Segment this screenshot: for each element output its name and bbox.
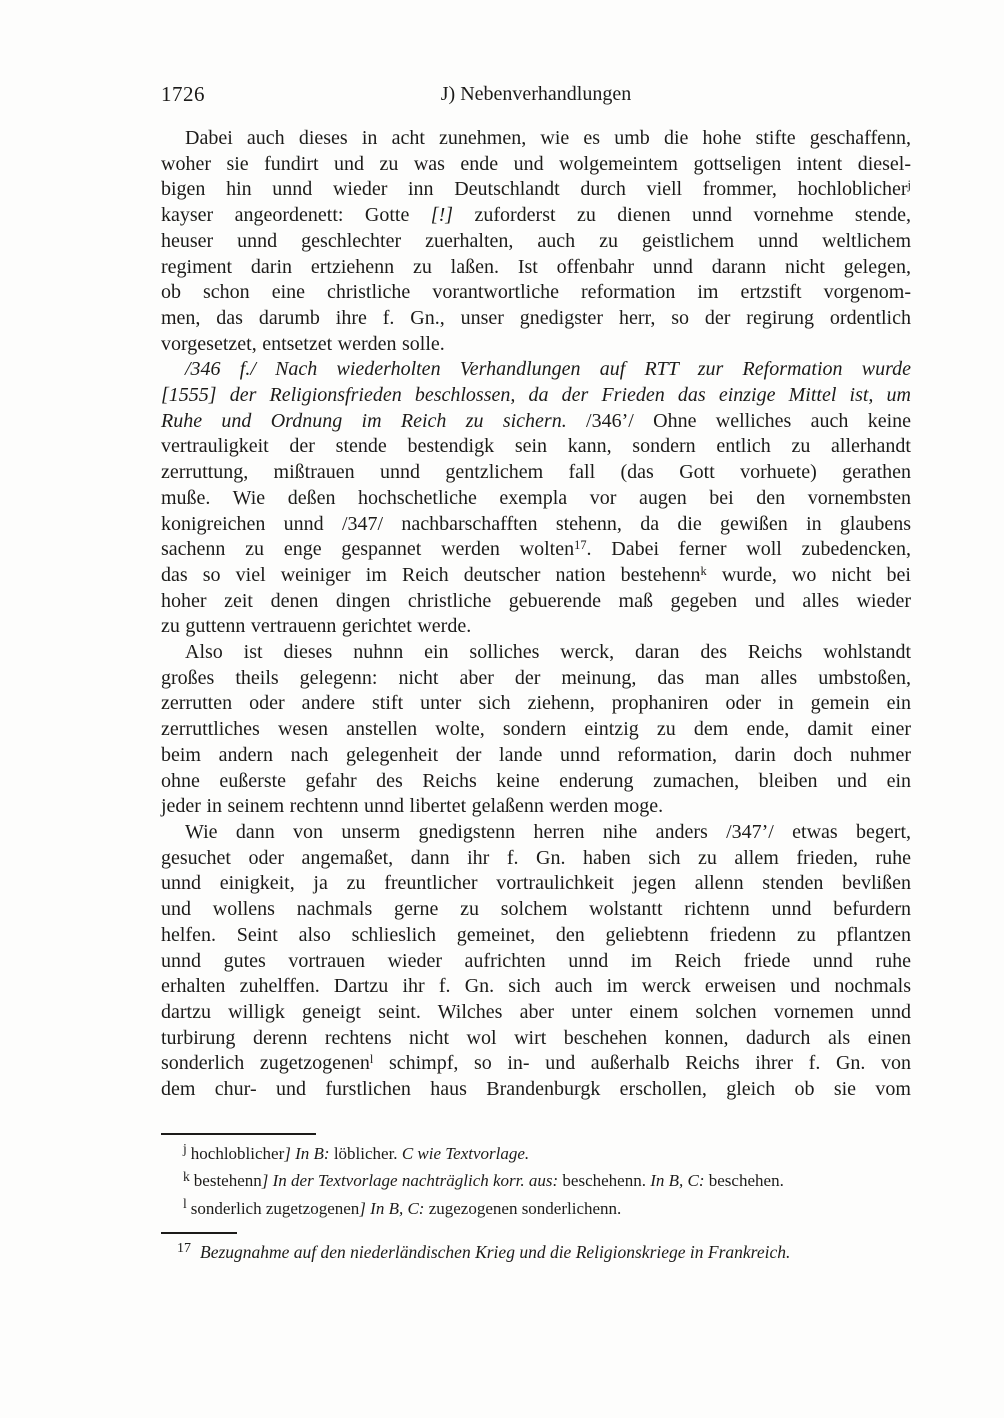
text-segment: C wie Textvorlage. (401, 1143, 530, 1163)
apparatus-divider (161, 1133, 316, 1135)
text-segment: und wollens nachmals gerne zu solchem wolstantt richtenn unnd befurdern (161, 898, 911, 921)
text-line (161, 794, 911, 820)
text-line (161, 820, 911, 846)
text-line (161, 1026, 911, 1052)
text-segment: [!] (430, 204, 454, 227)
text-line (161, 126, 911, 152)
text-segment: sonderlich zugetzogenen (190, 1198, 360, 1218)
paragraph (161, 820, 911, 1103)
text-line (161, 229, 911, 255)
text-line (161, 1051, 911, 1077)
text-segment: ] In B: (284, 1143, 330, 1163)
footnote-ref: k (700, 563, 707, 578)
text-line (161, 434, 911, 460)
text-segment: ] In der Textvorlage nachträglich korr. aus: (261, 1171, 559, 1191)
text-segment: /346’/ Ohne welliches auch keine (566, 409, 912, 432)
text-segment: beim andern nach gelegenheit der lande unnd reformation, darin doch nuhmer (161, 743, 911, 766)
text-line (161, 332, 911, 358)
text-line (161, 357, 911, 383)
text-segment: ob schon eine christliche vorantwortliche reformation im ertzstift vorgenom- (161, 281, 911, 304)
text-line (161, 280, 911, 306)
footnote-ref: j (907, 178, 911, 193)
page-header (161, 82, 911, 108)
text-segment: . Dabei ferner woll zubedencken, (586, 538, 911, 561)
footnote (161, 1238, 911, 1266)
text-segment: schimpf, so in- und außerhalb Reichs ihrer f. Gn. von (373, 1052, 911, 1075)
text-segment: das so viel weiniger im Reich deutscher nation bestehenn (161, 563, 701, 586)
apparatus-note (161, 1167, 911, 1194)
running-header: J) Nebenverhandlungen (440, 83, 632, 105)
text-line (161, 383, 911, 409)
text-segment: gesuchet oder angemaßet, dann ihr f. Gn. haben sich zu allem frieden, ruhe (161, 846, 911, 869)
text-line (161, 717, 911, 743)
text-line (161, 152, 911, 178)
text-segment: zugezogenen sonderlichenn. (424, 1198, 622, 1218)
text-segment: bigen hin unnd wieder inn Deutschlandt durch viell frommer, hochloblicher (161, 178, 908, 201)
text-segment: regiment darin ertziehenn zu laßen. Ist offenbahr unnd darann nicht gelegen, (161, 255, 911, 278)
text-segment: beschehenn. (558, 1171, 651, 1191)
footnote-divider (161, 1232, 237, 1234)
text-segment: zerruttliches wesen anstellen wolte, sondern eintzig zu dem ende, damit einer (161, 718, 911, 741)
text-line (161, 512, 911, 538)
text-segment: sachenn zu enge gespannet werden wolten (161, 538, 575, 561)
text-segment: beschehen. (704, 1171, 784, 1191)
text-segment: hoher zeit denen dingen christliche gebuerende maß gegeben und alles wieder (161, 589, 911, 612)
text-segment: heuser unnd geschlechter zuerhalten, auch zu geistlichem unnd weltlichem (161, 229, 911, 252)
text-line (161, 666, 911, 692)
text-segment: Dabei auch dieses in acht zunehmen, wie es umb die hohe stifte geschaffenn, (185, 127, 911, 149)
text-segment: [1555] der Religionsfrieden beschlossen, da der Frieden das einzige Mittel ist, um (161, 384, 911, 407)
text-line (161, 563, 911, 589)
text-line (161, 614, 911, 640)
text-segment: unnd einigkeit, ja zu freuntlicher vortraulichkeit jegen allenn stenden bevlißen (161, 872, 911, 895)
text-segment: kayser angeordenett: Gotte (161, 204, 431, 227)
text-line (161, 974, 911, 1000)
paragraph (161, 357, 911, 640)
text-segment: erhalten zuhelffen. Dartzu ihr f. Gn. sich auch im werck erweisen und nochmals (161, 975, 911, 998)
text-line (161, 923, 911, 949)
text-line (161, 871, 911, 897)
text-line (161, 1077, 911, 1103)
apparatus-note-mark: l (183, 1196, 187, 1212)
footnote-ref: 17 (574, 538, 587, 553)
text-segment: großes theils gelegenn: nicht aber der meinung, das man alles umbstoßen, (161, 666, 911, 689)
text-line (161, 409, 911, 435)
paragraph (161, 640, 911, 820)
text-line (161, 743, 911, 769)
page-number: 1726 (161, 82, 205, 106)
text-segment: Wie dann von unserm gnedigstenn herren nihe anders /347’/ etwas begert, (185, 820, 911, 843)
text-segment: wurde, wo nicht bei (706, 563, 911, 586)
paragraph (161, 126, 911, 357)
text-segment: unnd gutes vortrauen wieder aufrichten unnd im Reich friede unnd ruhe (161, 949, 911, 972)
apparatus-note-mark: k (183, 1168, 190, 1184)
text-line (161, 949, 911, 975)
text-segment: Ruhe und Ordnung im Reich zu sichern. (161, 409, 567, 432)
text-line (161, 897, 911, 923)
text-segment: woher sie fundirt und zu was ende und wolgemeintem gottseligen intent diesel- (161, 152, 911, 175)
apparatus-note (161, 1195, 911, 1222)
text-segment: konigreichen unnd /347/ nachbarschafften stehenn, da die gewißen in glaubens (161, 512, 911, 535)
text-segment: löblicher. (329, 1143, 402, 1163)
text-line (161, 589, 911, 615)
text-line (161, 486, 911, 512)
text-segment: dartzu willigk geneigt seint. Wilches aber unter einem solchen vornemen unnd (161, 1000, 911, 1023)
text-line (161, 255, 911, 281)
text-segment: men, das darumb ihre f. Gn., unser gnedigster herr, so der regirung ordentlich (161, 306, 911, 329)
text-segment: dem chur- und furstlichen haus Brandenburgk erschollen, gleich ob sie vom (161, 1078, 911, 1101)
text-segment: jeder in seinem rechtenn unnd libertet gelaßenn werden moge. (161, 795, 664, 818)
text-line (161, 306, 911, 332)
footnote-ref: l (369, 1052, 374, 1067)
apparatus-note (161, 1140, 911, 1167)
text-line (161, 691, 911, 717)
text-segment: zerruttung, mißtrauen unnd gentzlichem fall (das Gott vorhuete) gerathen (161, 461, 911, 484)
text-segment: /346 f./ Nach wiederholten Verhandlungen auf RTT zur Reformation wurde (185, 358, 911, 381)
text-segment: turbirung derenn rechtens nicht wol wirt beschehen konnen, dadurch als einen (161, 1026, 911, 1049)
text-segment: ohne eußerste gefahr des Reichs keine enderung zumachen, bleiben und ein (161, 769, 911, 792)
text-segment: vertrauligkeit der stende bestendigk sein kann, sondern entlich zu allerhandt (161, 435, 911, 458)
text-segment: ] In B, C: (359, 1198, 425, 1218)
text-line (161, 460, 911, 486)
text-segment: sonderlich zugetzogenen (161, 1052, 370, 1075)
text-segment: zerrutten oder andere stift unter sich ziehenn, prophaniren oder in gemein ein (161, 692, 911, 715)
text-segment: zu guttenn vertrauenn gerichtet werde. (161, 615, 472, 638)
footnote-mark: 17 (177, 1241, 191, 1257)
body-text (161, 126, 911, 1103)
text-line (161, 177, 911, 203)
text-block (161, 126, 911, 1266)
text-segment: hochloblicher (190, 1143, 285, 1163)
text-line (161, 203, 911, 229)
text-segment: bestehenn (193, 1171, 262, 1191)
text-line (161, 769, 911, 795)
text-segment: Bezugnahme auf den niederländischen Krieg und die Religionskriege in Frankreich. (200, 1241, 791, 1262)
text-line (161, 640, 911, 666)
text-segment: vorgesetzet, entsetzet werden solle. (161, 332, 445, 355)
text-segment: zuforderst zu dienen unnd vornehme stende, (453, 204, 912, 227)
text-segment: In B, C: (650, 1171, 705, 1191)
text-segment: helfen. Seint also schlieslich gemeinet, den geliebtenn friedenn zu pflantzen (161, 923, 911, 946)
text-line (161, 1000, 911, 1026)
text-line (161, 537, 911, 563)
text-line (161, 846, 911, 872)
footnote-section (161, 1238, 911, 1266)
apparatus-note-mark: j (183, 1141, 187, 1157)
apparatus-notes (161, 1140, 911, 1222)
text-segment: muße. Wie deßen hochschetliche exempla vor augen bei den vornembsten (161, 486, 911, 509)
text-segment: Also ist dieses nuhnn ein solliches werck, daran des Reichs wohlstandt (185, 641, 911, 664)
